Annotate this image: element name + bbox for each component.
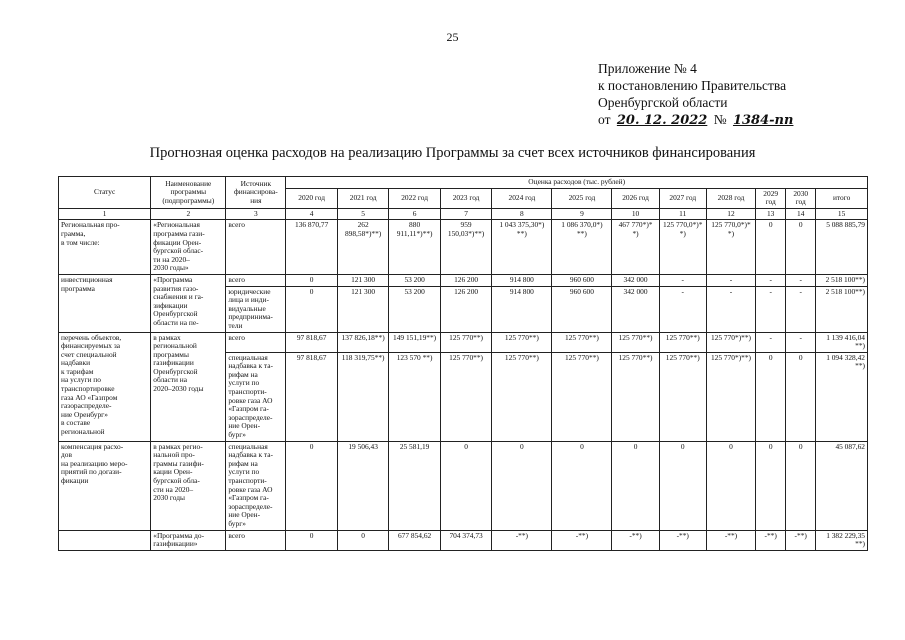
document-title: Прогнозная оценка расходов на реализацию Программы за счет всех источников финансирования — [149, 145, 756, 161]
program-cell: в рамках региональной программы газификации Оренбургской области на 2020–2030 годы — [151, 332, 226, 441]
value-cell: -**) — [706, 530, 755, 550]
value-cell: 467 770*)* *) — [612, 220, 659, 275]
handwritten-date: 20. 12. 2022 — [616, 113, 708, 128]
status-cell: компенсация расхо- дов на реализацию меро- приятий по догази- фикации — [59, 441, 151, 530]
header-column-number: 15 — [816, 208, 868, 220]
value-cell: 0 — [706, 441, 755, 530]
value-cell: 123 570 **) — [389, 352, 440, 441]
value-cell: -**) — [612, 530, 659, 550]
appendix-prefix: от — [598, 112, 611, 127]
appendix-line-2: к постановлению Правительства — [598, 78, 787, 93]
value-cell: - — [786, 332, 816, 352]
value-cell: 137 826,18**) — [337, 332, 388, 352]
value-cell: 125 770*)**) — [706, 352, 755, 441]
value-cell: 53 200 — [389, 274, 440, 286]
handwritten-number: 1384-пп — [732, 113, 794, 128]
value-cell: 125 770**) — [659, 352, 706, 441]
value-cell: 0 — [786, 352, 816, 441]
value-cell: 125 770**) — [492, 332, 552, 352]
header-year: 2027 год — [659, 188, 706, 208]
header-year: 2024 год — [492, 188, 552, 208]
value-cell: 126 200 — [440, 286, 491, 332]
program-cell: «Программа до- газификации» — [151, 530, 226, 550]
value-cell: 960 600 — [552, 286, 612, 332]
value-cell: 677 854,62 — [389, 530, 440, 550]
value-cell: 342 000 — [612, 286, 659, 332]
value-cell: 960 600 — [552, 274, 612, 286]
value-cell: -**) — [552, 530, 612, 550]
value-cell: 136 870,77 — [286, 220, 337, 275]
header-year: 2022 год — [389, 188, 440, 208]
value-cell: 1 043 375,30*) **) — [492, 220, 552, 275]
value-cell: - — [659, 286, 706, 332]
value-cell: - — [756, 286, 786, 332]
value-cell: 1 139 416,04 **) — [816, 332, 868, 352]
header-estimate: Оценка расходов (тыс. рублей) — [286, 177, 868, 189]
value-cell: 0 — [659, 441, 706, 530]
header-year: итого — [816, 188, 868, 208]
value-cell: - — [786, 274, 816, 286]
header-column-number: 12 — [706, 208, 755, 220]
value-cell: - — [786, 286, 816, 332]
value-cell: 0 — [286, 274, 337, 286]
value-cell: - — [756, 274, 786, 286]
value-cell: 704 374,73 — [440, 530, 491, 550]
header-column-number: 8 — [492, 208, 552, 220]
table-body — [59, 220, 868, 550]
funding-source-cell: специальная надбавка к та- рифам на услуги по транспорти- ровке газа АО «Газпром га- зораспределе- ние Орен- бург» — [226, 441, 286, 530]
header-program: Наименование программы (подпрограммы) — [151, 177, 226, 209]
value-cell: 125 770**) — [492, 352, 552, 441]
funding-source-cell: всего — [226, 274, 286, 286]
value-cell: 0 — [756, 441, 786, 530]
page-number: 25 — [446, 30, 459, 44]
value-cell: 125 770**) — [659, 332, 706, 352]
appendix-block — [598, 60, 796, 129]
header-year: 2026 год — [612, 188, 659, 208]
value-cell: 0 — [552, 441, 612, 530]
table-row — [59, 274, 868, 286]
value-cell: 262 898,58*)**) — [337, 220, 388, 275]
status-cell: инвестиционная программа — [59, 274, 151, 332]
value-cell: 25 581,19 — [389, 441, 440, 530]
header-column-number: 13 — [756, 208, 786, 220]
value-cell: 121 300 — [337, 274, 388, 286]
value-cell: 149 151,19**) — [389, 332, 440, 352]
value-cell: -**) — [756, 530, 786, 550]
table-row — [59, 441, 868, 530]
expense-estimate-table — [58, 176, 868, 551]
value-cell: 0 — [492, 441, 552, 530]
value-cell: 959 150,03*)**) — [440, 220, 491, 275]
program-cell: «Региональная программа гази- фикации Орен- бургской облас- ти на 2020– 2030 годы» — [151, 220, 226, 275]
table-header — [59, 177, 868, 220]
value-cell: 126 200 — [440, 274, 491, 286]
value-cell: 1 382 229,35 **) — [816, 530, 868, 550]
appendix-date-line — [598, 111, 796, 129]
value-cell: 125 770**) — [552, 332, 612, 352]
header-source: Источник финансирова- ния — [226, 177, 286, 209]
funding-source-cell: всего — [226, 530, 286, 550]
value-cell: 0 — [756, 352, 786, 441]
value-cell: 125 770**) — [612, 332, 659, 352]
program-cell: в рамках регио- нальной про- граммы газифи- кации Орен- бургской обла- сти на 2020– 2030 годы — [151, 441, 226, 530]
value-cell: 125 770,0*)* *) — [659, 220, 706, 275]
value-cell: 0 — [286, 286, 337, 332]
header-column-number: 7 — [440, 208, 491, 220]
header-status: Статус — [59, 177, 151, 209]
header-year: 2025 год — [552, 188, 612, 208]
value-cell: 0 — [786, 441, 816, 530]
header-column-number: 4 — [286, 208, 337, 220]
value-cell: - — [756, 332, 786, 352]
header-year: 2020 год — [286, 188, 337, 208]
header-column-number: 5 — [337, 208, 388, 220]
value-cell: - — [706, 274, 755, 286]
header-row-index — [59, 208, 868, 220]
value-cell: 125 770,0*)* *) — [706, 220, 755, 275]
value-cell: -**) — [786, 530, 816, 550]
table-row — [59, 220, 868, 275]
header-column-number: 14 — [786, 208, 816, 220]
value-cell: -**) — [659, 530, 706, 550]
header-column-number: 11 — [659, 208, 706, 220]
value-cell: 5 088 885,79 — [816, 220, 868, 275]
header-year: 2029 год — [756, 188, 786, 208]
appendix-line-1: Приложение № 4 — [598, 61, 697, 76]
value-cell: 2 518 100**) — [816, 286, 868, 332]
value-cell: 125 770*)**) — [706, 332, 755, 352]
value-cell: 0 — [286, 441, 337, 530]
value-cell: 1 086 370,0*) **) — [552, 220, 612, 275]
value-cell: 125 770**) — [440, 352, 491, 441]
value-cell: - — [706, 286, 755, 332]
value-cell: 1 094 328,42 **) — [816, 352, 868, 441]
value-cell: 914 800 — [492, 286, 552, 332]
value-cell: 125 770**) — [552, 352, 612, 441]
value-cell: 19 506,43 — [337, 441, 388, 530]
status-cell — [59, 530, 151, 550]
header-column-number: 1 — [59, 208, 151, 220]
funding-source-cell: всего — [226, 332, 286, 352]
value-cell: 45 087,62 — [816, 441, 868, 530]
value-cell: 0 — [756, 220, 786, 275]
header-row-groups — [59, 177, 868, 189]
header-column-number: 10 — [612, 208, 659, 220]
header-year: 2021 год — [337, 188, 388, 208]
value-cell: 0 — [612, 441, 659, 530]
header-column-number: 9 — [552, 208, 612, 220]
value-cell: 0 — [337, 530, 388, 550]
value-cell: 121 300 — [337, 286, 388, 332]
value-cell: 97 818,67 — [286, 332, 337, 352]
funding-source-cell: специальная надбавка к та- рифам на услуги по транспорти- ровке газа АО «Газпром га- зораспределе- ние Орен- бург» — [226, 352, 286, 441]
status-cell: Региональная про- грамма, в том числе: — [59, 220, 151, 275]
header-year: 2030 год — [786, 188, 816, 208]
value-cell: 0 — [440, 441, 491, 530]
program-cell: «Программа развития газо- снабжения и га- зификации Оренбургской области на пе- — [151, 274, 226, 332]
value-cell: 2 518 100**) — [816, 274, 868, 286]
value-cell: 97 818,67 — [286, 352, 337, 441]
value-cell: 125 770**) — [440, 332, 491, 352]
table-row — [59, 530, 868, 550]
value-cell: 342 000 — [612, 274, 659, 286]
value-cell: - — [659, 274, 706, 286]
header-year: 2023 год — [440, 188, 491, 208]
funding-source-cell: юридические лица и инди- видуальные предпринима- тели — [226, 286, 286, 332]
value-cell: 125 770**) — [612, 352, 659, 441]
header-column-number: 6 — [389, 208, 440, 220]
value-cell: 53 200 — [389, 286, 440, 332]
table-row — [59, 332, 868, 352]
header-column-number: 2 — [151, 208, 226, 220]
header-column-number: 3 — [226, 208, 286, 220]
appendix-line-3: Оренбургской области — [598, 95, 728, 110]
value-cell: -**) — [492, 530, 552, 550]
funding-source-cell: всего — [226, 220, 286, 275]
value-cell: 118 319,75**) — [337, 352, 388, 441]
status-cell: перечень объектов, финансируемых за счет специальной надбавки к тарифам на услуги по транспортировке газа АО «Газпром газораспределе- ние Оренбург» в составе региональной — [59, 332, 151, 441]
value-cell: 880 911,11*)**) — [389, 220, 440, 275]
value-cell: 0 — [786, 220, 816, 275]
value-cell: 914 800 — [492, 274, 552, 286]
header-year: 2028 год — [706, 188, 755, 208]
value-cell: 0 — [286, 530, 337, 550]
number-sign: № — [713, 112, 727, 127]
